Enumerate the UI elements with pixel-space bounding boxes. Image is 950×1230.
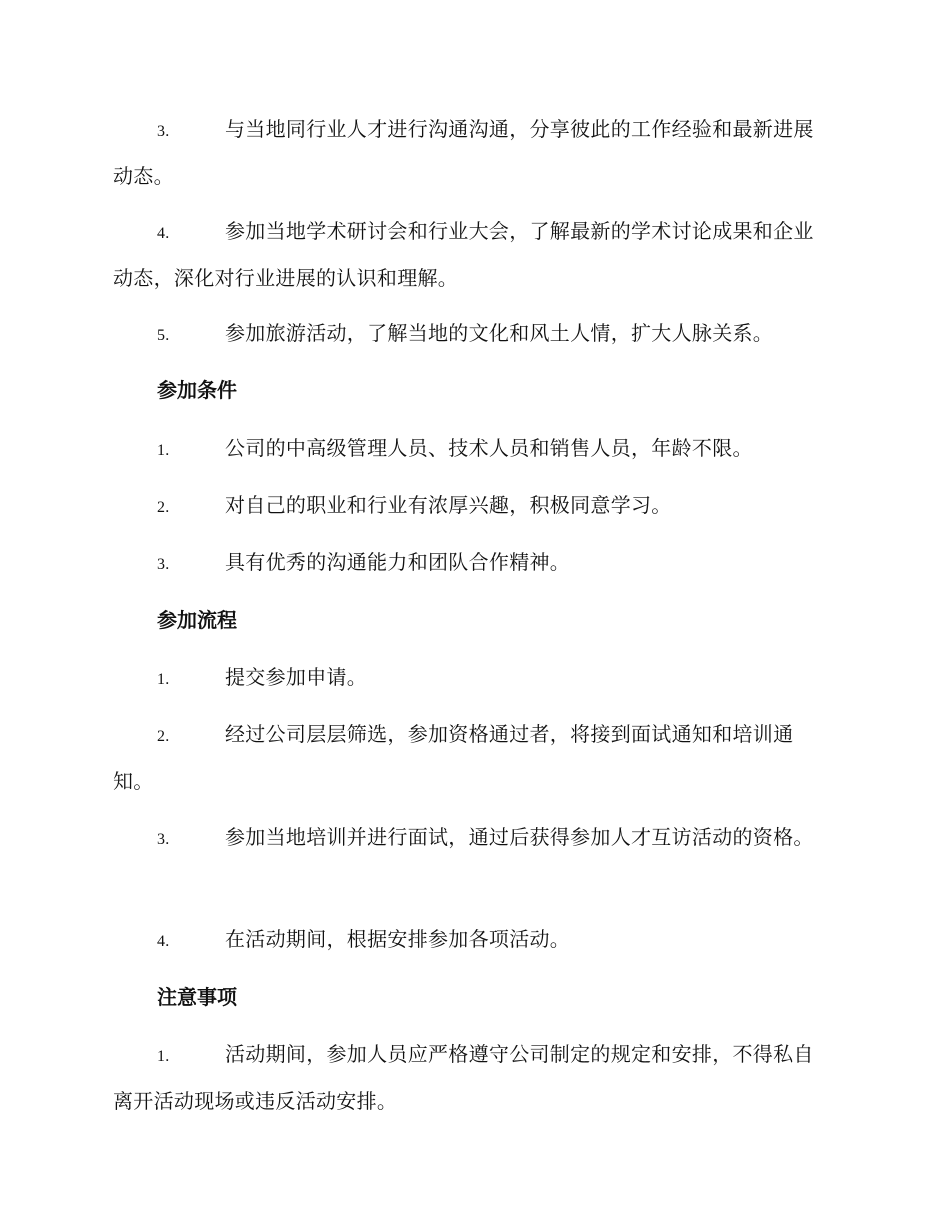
list-item: [113, 815, 833, 862]
list-item: [113, 1032, 833, 1124]
section-heading-notes: 注意事项: [157, 985, 237, 1009]
item-number: 2.: [157, 728, 170, 745]
item-text: 公司的中高级管理人员、技术人员和销售人员，年龄不限。: [225, 436, 753, 460]
list-item: [113, 209, 833, 301]
list-item: [113, 426, 833, 473]
section-heading-conditions: 参加条件: [157, 378, 237, 402]
list-item: [113, 540, 833, 587]
item-text: 参加旅游活动，了解当地的文化和风土人情，扩大人脉关系。: [225, 321, 774, 345]
item-number: 3.: [157, 123, 170, 140]
item-text: 在活动期间，根据安排参加各项活动。: [225, 927, 571, 951]
item-number: 5.: [157, 327, 170, 344]
item-number: 4.: [157, 225, 170, 242]
item-text: 经过公司层层筛选，参加资格通过者，将接到面试通知和培训通知。: [113, 722, 794, 793]
list-item: [113, 655, 833, 702]
item-number: 4.: [157, 933, 170, 950]
item-number: 3.: [157, 556, 170, 573]
item-text: 具有优秀的沟通能力和团队合作精神。: [225, 550, 571, 574]
list-item: [113, 311, 833, 358]
item-text: 参加当地学术研讨会和行业大会，了解最新的学术讨论成果和企业动态，深化对行业进展的认识和理解。: [113, 219, 814, 290]
item-number: 2.: [157, 499, 170, 516]
item-text: 提交参加申请。: [225, 665, 368, 689]
list-item: [113, 917, 833, 964]
list-item: [113, 712, 833, 804]
item-number: 1.: [157, 442, 170, 459]
item-text: 活动期间，参加人员应严格遵守公司制定的规定和安排，不得私自离开活动现场或违反活动安排。: [113, 1042, 814, 1113]
list-item: [113, 483, 833, 530]
item-text: 对自己的职业和行业有浓厚兴趣，积极同意学习。: [225, 493, 672, 517]
item-number: 3.: [157, 831, 170, 848]
section-heading-process: 参加流程: [157, 608, 237, 632]
item-text: 参加当地培训并进行面试，通过后获得参加人才互访活动的资格。: [225, 825, 814, 849]
item-number: 1.: [157, 1048, 170, 1065]
list-item: [113, 107, 833, 199]
item-number: 1.: [157, 671, 170, 688]
item-text: 与当地同行业人才进行沟通沟通，分享彼此的工作经验和最新进展动态。: [113, 117, 814, 188]
